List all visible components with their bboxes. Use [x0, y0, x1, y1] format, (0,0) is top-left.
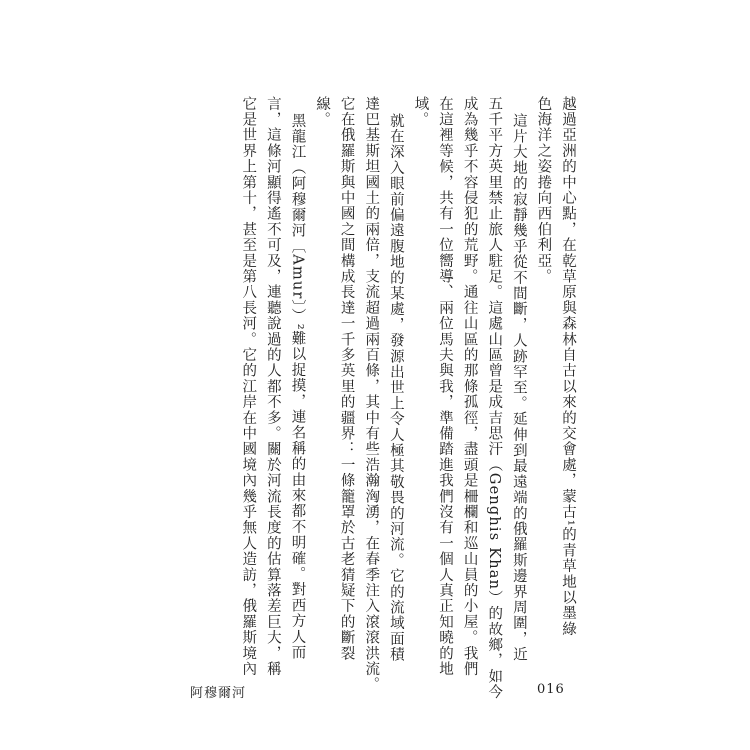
text-column: 成為幾乎不容侵犯的荒野。通往山區的那條孤徑，盡頭是柵欄和巡山員的小屋。我們 [461, 96, 478, 677]
text-column: 達巴基斯坦國土的兩倍，支流超過兩百條，其中有些浩瀚洶湧，在春季注入滾滾洪流。 [363, 96, 380, 693]
text-column: 黑龍江（阿穆爾河〔Amur〕）²難以捉摸，連名稱的由來都不明確。對西方人而 [289, 113, 306, 661]
text-column: 在這裡等候，共有一位嚮導、兩位馬夫與我，準備踏進我們沒有一個人真正知曉的地 [437, 96, 454, 677]
text-column: 域。 [412, 96, 429, 128]
text-column: 言，這條河顯得遙不可及，連聽說過的人都不多。關於河流長度的估算落差巨大，稱 [264, 96, 281, 677]
text-column: 越過亞洲的中心點，在乾草原與森林自古以來的交會處，蒙古¹的青草地以墨綠 [560, 96, 576, 637]
text-column: 就在深入眼前偏遠腹地的某處，發源出世上令人極其敬畏的河流。它的流域面積 [387, 113, 404, 663]
text-column: 色海洋之姿捲向西伯利亞。 [535, 96, 552, 285]
text-column: 五千平方英里禁止旅人駐足。這處山區曾是成吉思汗（Genghis Khan）的故鄉，如今 [486, 96, 503, 701]
running-title: 阿穆爾河 [190, 686, 247, 701]
text-column: 線。 [314, 96, 331, 128]
text-column: 這片大地的寂靜幾乎從不間斷，人跡罕至。延伸到最遠端的俄羅斯邊界周圍，近 [510, 113, 527, 663]
text-column: 它在俄羅斯與中國之間構成長達一千多英里的疆界：一條籠罩於古老猜疑下的斷裂 [338, 96, 355, 662]
text-column: 它是世界上第十，甚至是第八長河。它的江岸在中國境內幾乎無人造訪，俄羅斯境內 [240, 96, 257, 677]
page-number: 016 [537, 682, 565, 697]
